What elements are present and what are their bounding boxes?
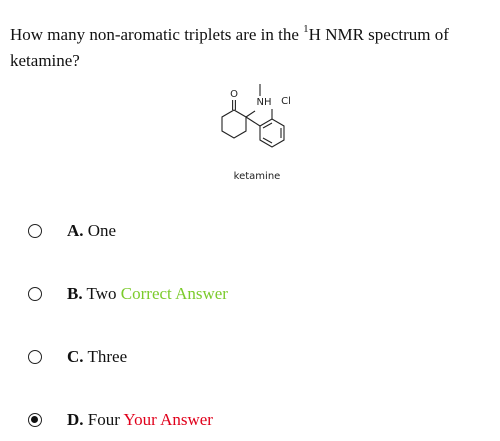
option-a-letter: A. (67, 221, 84, 240)
option-c-radio[interactable] (28, 350, 42, 364)
option-d-letter: D. (67, 410, 84, 429)
option-d-radio[interactable] (28, 413, 42, 427)
option-d[interactable] (28, 411, 488, 437)
structure-caption: ketamine (233, 171, 281, 182)
option-a-text: One (87, 221, 117, 240)
option-c[interactable] (28, 348, 488, 374)
question-text (10, 22, 480, 74)
option-d-text: Four (87, 410, 120, 429)
option-a-radio[interactable] (28, 224, 42, 238)
ketamine-structure (196, 80, 316, 190)
option-c-letter: C. (67, 347, 84, 366)
oxygen-label: O (230, 89, 238, 100)
option-b-radio[interactable] (28, 287, 42, 301)
your-answer-tag: Your Answer (123, 410, 213, 429)
question-text-start: How many non-aromatic triplets are in the (10, 25, 304, 44)
option-b-label (67, 283, 228, 305)
correct-answer-tag: Correct Answer (120, 284, 228, 303)
question-superscript: 1 (303, 23, 309, 36)
chlorine-label: Cl (281, 96, 291, 107)
question-text-end: H NMR spectrum of ketamine? (10, 25, 449, 70)
option-a-label (67, 220, 116, 242)
option-d-label (67, 409, 213, 431)
nh-label: NH (256, 97, 272, 108)
option-c-text: Three (87, 347, 128, 366)
option-b-text: Two (86, 284, 117, 303)
option-b[interactable] (28, 285, 488, 311)
option-a[interactable] (28, 222, 488, 248)
option-b-letter: B. (67, 284, 83, 303)
option-c-label (67, 346, 127, 368)
